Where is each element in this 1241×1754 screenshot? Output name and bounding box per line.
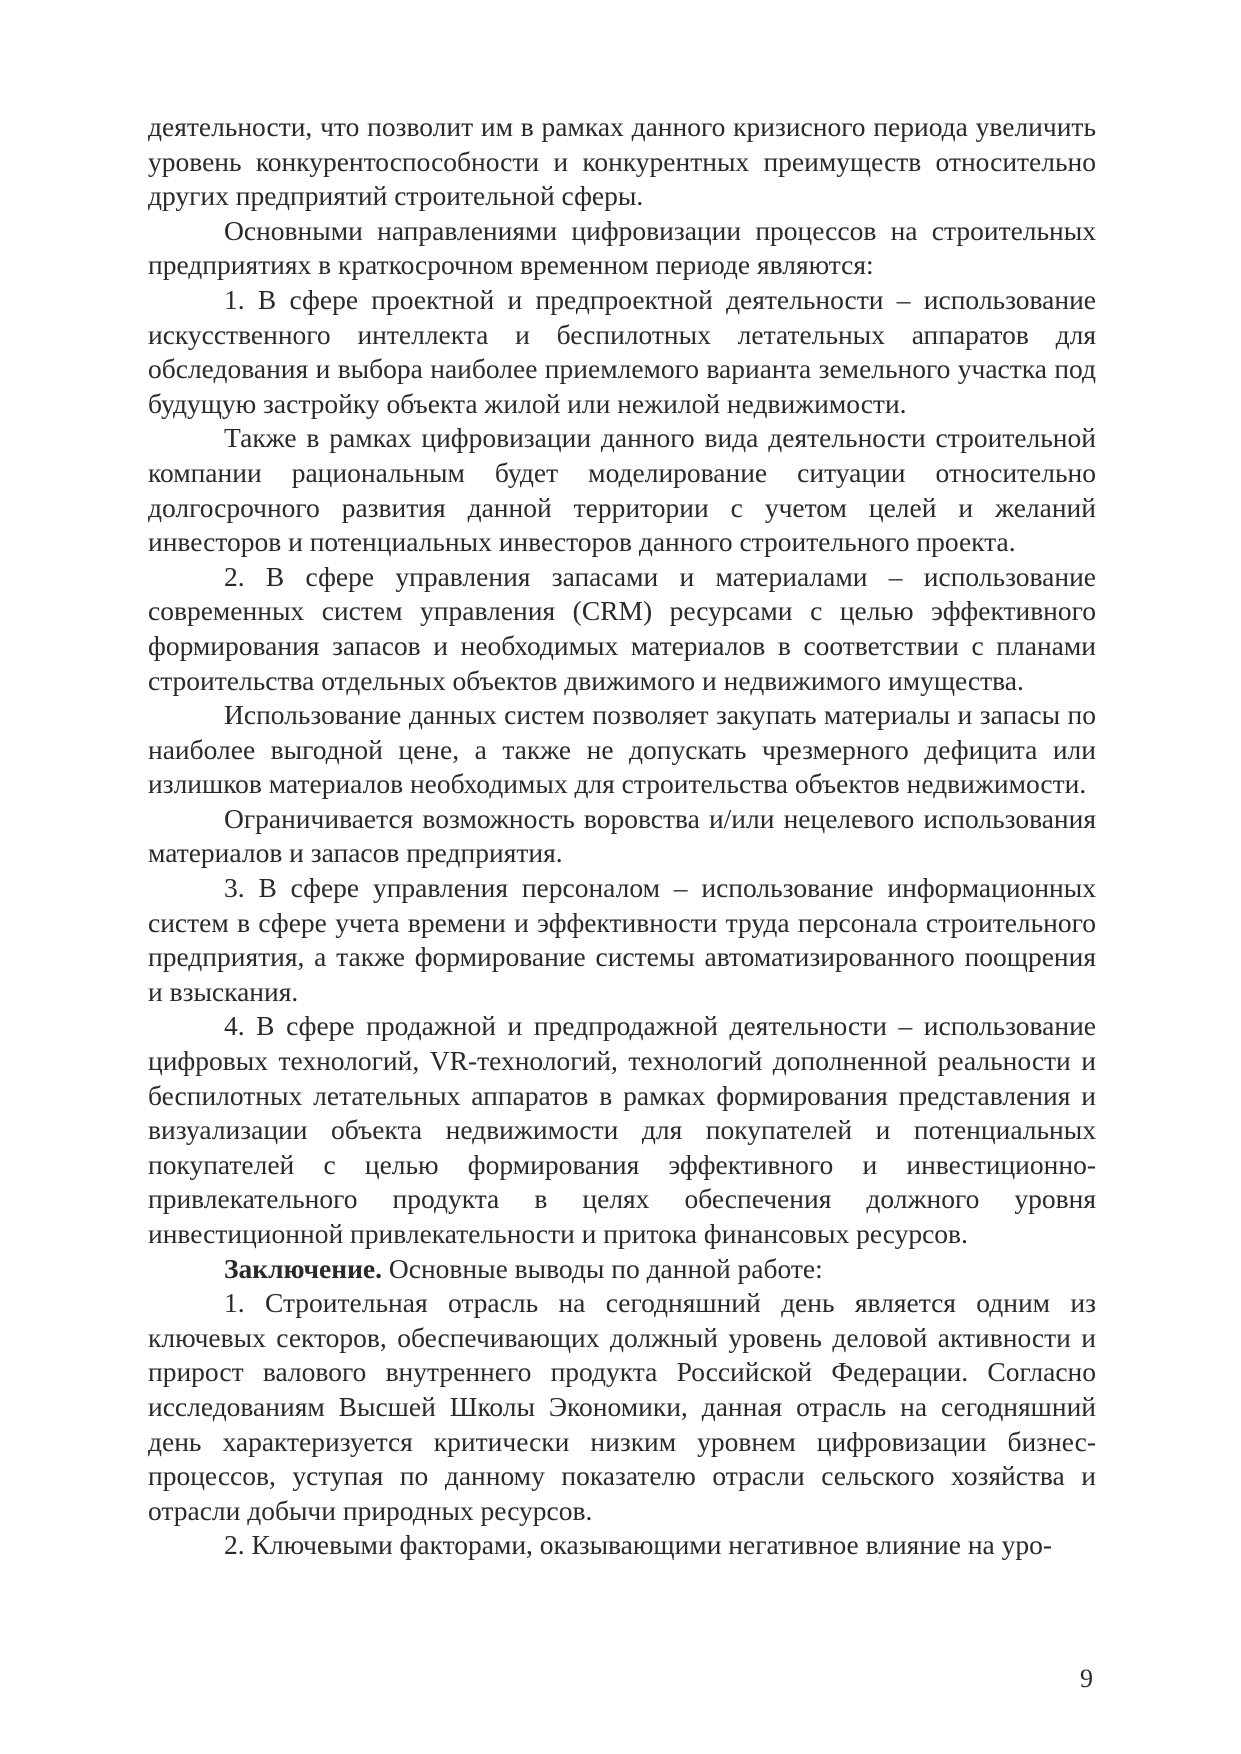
paragraph-3: 1. В сфере проектной и предпроектной деятельности – использование искусственного интеллекта и беспилотных летательных аппаратов для обследования и выбора наиболее приемлемого варианта земельного участка под будущую застройку объекта жилой или нежилой недвижимости. (148, 283, 1096, 419)
paragraph-7: Ограничивается возможность воровства и/или нецелевого использования материалов и запасов предприятия. (148, 802, 1096, 869)
paragraph-4: Также в рамках цифровизации данного вида деятельности строительной компании рациональным будет моделирование ситуации относительно долгосрочного развития данной территории с учетом целей и желаний инвесторов и потенциальных инвесторов данного строительного проекта. (148, 422, 1096, 558)
paragraph-6: Использование данных систем позволяет закупать материалы и запасы по наиболее выгодной цене, а также не допускать чрезмерного дефицита или излишков материалов необходимых для строительства объектов недвижимости. (148, 699, 1096, 800)
conclusion-intro: Основные выводы по данной работе: (382, 1252, 823, 1284)
page-body (148, 110, 1096, 1563)
paragraph-11: 1. Строительная отрасль на сегодняшний день является одним из ключевых секторов, обеспечивающих должный уровень деловой активности и прирост валового внутреннего продукта Российской Федерации. Согласно исследованиям Высшей Школы Экономики, данная отрасль на сегодняшний день характеризуется критически низким уровнем цифровизации бизнес-процессов, уступая по данному показателю отрасли сельского хозяйства и отрасли добычи природных ресурсов. (148, 1287, 1096, 1526)
paragraph-9: 4. В сфере продажной и предпродажной деятельности – использование цифровых технологий, VR-технологий, технологий дополненной реальности и беспилотных летательных аппаратов в рамках формирования представления и визуализации объекта недвижимости для покупателей и потенциальных покупателей с целью формирования эффективного и инвестиционно-привлекательного продукта в целях обеспечения должного уровня инвестиционной привлекательности и притока финансовых ресурсов. (148, 1010, 1096, 1249)
paragraph-12: 2. Ключевыми факторами, оказывающими негативное влияние на уро- (224, 1529, 1053, 1561)
paragraph-1: деятельности, что позволит им в рамках данного кризисного периода увеличить уровень конкурентоспособности и конкурентных преимуществ относительно других предприятий строительной сферы. (148, 111, 1096, 212)
paragraph-5: 2. В сфере управления запасами и материалами – использование современных систем управления (CRM) ресурсами с целью эффективного формирования запасов и необходимых материалов в соответствии с планами строительства отдельных объектов движимого и недвижимого имущества. (148, 560, 1096, 696)
paragraph-2: Основными направлениями цифровизации процессов на строительных предприятиях в краткосрочном временном периоде являются: (148, 214, 1096, 281)
conclusion-paragraph (148, 1252, 1096, 1287)
page-number: 9 (1080, 1664, 1093, 1693)
paragraph-8: 3. В сфере управления персоналом – использование информационных систем в сфере учета времени и эффективности труда персонала строительного предприятия, а также формирование системы автоматизированного поощрения и взыскания. (148, 872, 1096, 1007)
conclusion-heading: Заключение. (224, 1252, 382, 1284)
